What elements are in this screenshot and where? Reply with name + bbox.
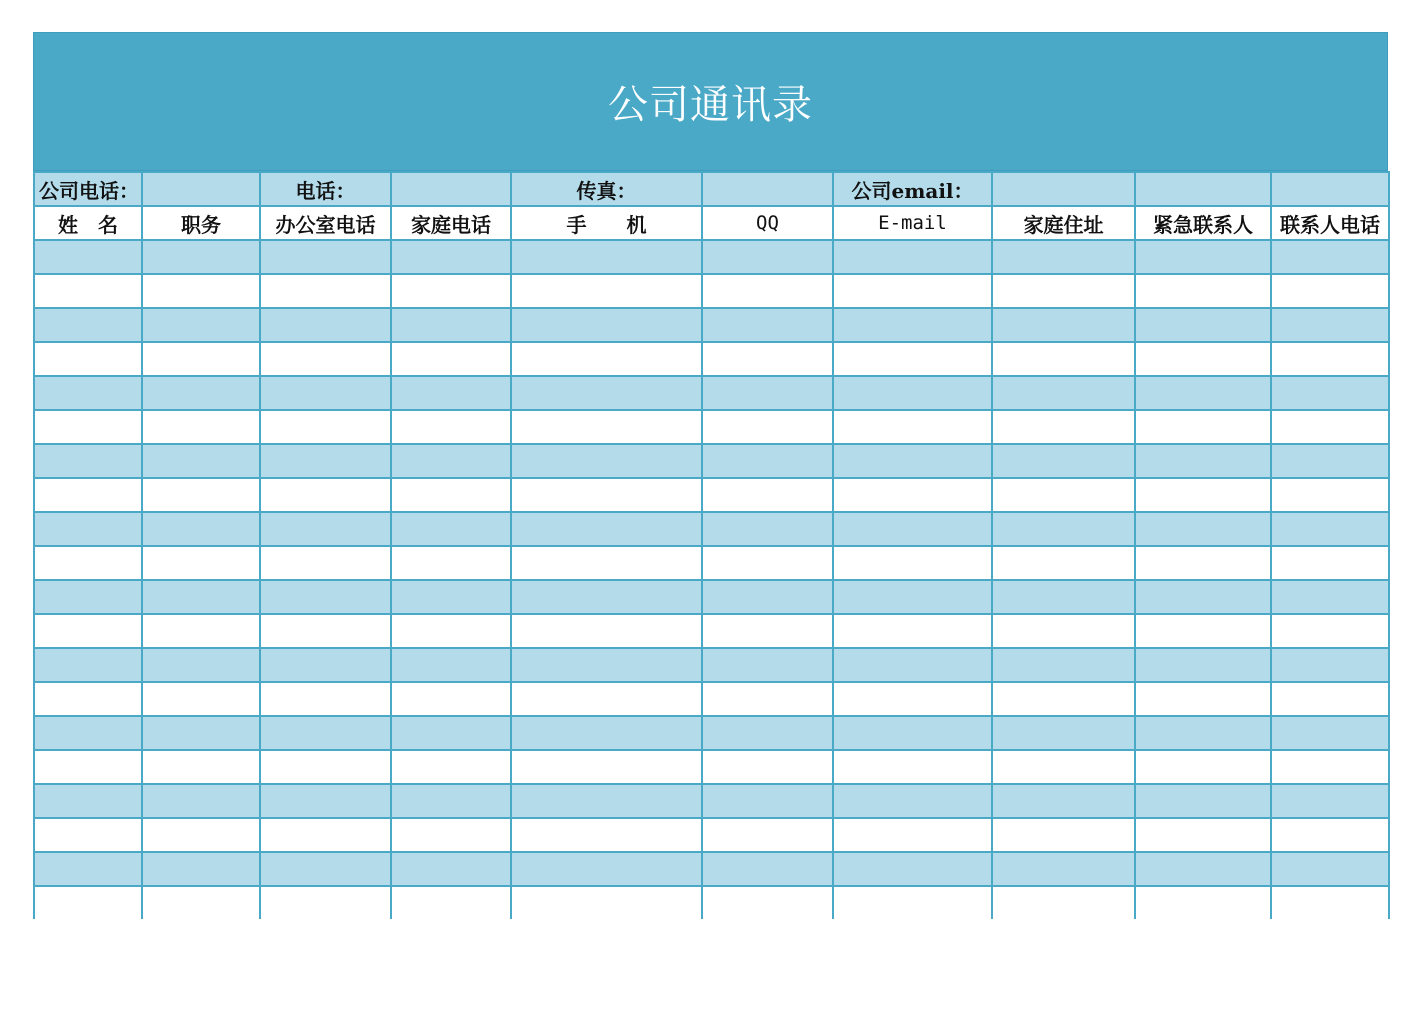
table-cell[interactable] (34, 308, 142, 342)
table-cell[interactable] (992, 648, 1135, 682)
table-cell[interactable] (511, 410, 702, 444)
table-cell[interactable] (833, 342, 992, 376)
table-cell[interactable] (1271, 308, 1389, 342)
column-header-position: 职务 (142, 206, 260, 240)
table-cell[interactable] (391, 784, 511, 818)
table-cell[interactable] (1271, 342, 1389, 376)
table-cell[interactable] (702, 648, 833, 682)
table-cell[interactable] (511, 682, 702, 716)
table-cell[interactable] (34, 818, 142, 852)
table-row (34, 852, 1389, 886)
table-cell[interactable] (391, 308, 511, 342)
table-cell[interactable] (833, 886, 992, 919)
table-cell[interactable] (260, 240, 391, 274)
company-info-row (34, 172, 1389, 206)
table-cell[interactable] (142, 682, 260, 716)
table-cell[interactable] (511, 342, 702, 376)
table-cell[interactable] (833, 750, 992, 784)
table-cell[interactable] (992, 478, 1135, 512)
table-cell[interactable] (702, 478, 833, 512)
phone-label: 电话： (260, 172, 391, 206)
fax-label: 传真： (511, 172, 702, 206)
title-band (33, 32, 1388, 171)
table-cell[interactable] (833, 478, 992, 512)
table-cell[interactable] (702, 750, 833, 784)
table-cell[interactable] (1271, 376, 1389, 410)
table-cell[interactable] (992, 240, 1135, 274)
table-cell[interactable] (1135, 240, 1271, 274)
company-phone-label: 公司电话： (34, 172, 142, 206)
table-cell[interactable] (992, 308, 1135, 342)
fax-value[interactable] (702, 172, 833, 206)
page-title: 公司通讯录 (608, 82, 813, 128)
company-email-value[interactable] (992, 172, 1135, 206)
table-cell[interactable] (511, 546, 702, 580)
table-row (34, 240, 1389, 274)
table-cell[interactable] (833, 818, 992, 852)
table-cell[interactable] (833, 614, 992, 648)
table-cell[interactable] (1135, 648, 1271, 682)
table-cell[interactable] (1271, 750, 1389, 784)
table-row (34, 376, 1389, 410)
table-cell[interactable] (992, 852, 1135, 886)
table-cell[interactable] (992, 444, 1135, 478)
table-cell[interactable] (1135, 716, 1271, 750)
table-cell[interactable] (1271, 240, 1389, 274)
table-row (34, 342, 1389, 376)
table-cell[interactable] (833, 682, 992, 716)
table-cell[interactable] (1135, 512, 1271, 546)
table-cell[interactable] (511, 852, 702, 886)
table-cell[interactable] (391, 342, 511, 376)
table-cell[interactable] (142, 546, 260, 580)
table-cell[interactable] (34, 886, 142, 919)
column-header-mobile: 手 机 (511, 206, 702, 240)
column-header-home-phone: 家庭电话 (391, 206, 511, 240)
table-cell[interactable] (1271, 478, 1389, 512)
table-cell[interactable] (702, 342, 833, 376)
table-cell[interactable] (833, 716, 992, 750)
table-cell[interactable] (511, 444, 702, 478)
table-cell[interactable] (142, 784, 260, 818)
table-cell[interactable] (511, 308, 702, 342)
table-cell[interactable] (34, 376, 142, 410)
table-cell[interactable] (511, 580, 702, 614)
table-cell[interactable] (142, 716, 260, 750)
table-cell[interactable] (1135, 274, 1271, 308)
table-cell[interactable] (1271, 886, 1389, 919)
table-cell[interactable] (1135, 546, 1271, 580)
table-cell[interactable] (833, 376, 992, 410)
table-cell[interactable] (142, 852, 260, 886)
table-cell[interactable] (992, 614, 1135, 648)
table-cell[interactable] (992, 546, 1135, 580)
table-cell[interactable] (260, 682, 391, 716)
table-cell[interactable] (142, 410, 260, 444)
table-cell[interactable] (1271, 274, 1389, 308)
table-cell[interactable] (34, 274, 142, 308)
table-cell[interactable] (1271, 784, 1389, 818)
table-row (34, 886, 1389, 919)
contact-table (33, 171, 1390, 919)
table-cell[interactable] (1271, 614, 1389, 648)
table-cell[interactable] (1135, 886, 1271, 919)
table-row (34, 614, 1389, 648)
table-cell[interactable] (1135, 750, 1271, 784)
table-cell[interactable] (833, 852, 992, 886)
table-cell[interactable] (511, 784, 702, 818)
column-header-emergency-contact: 紧急联系人 (1135, 206, 1271, 240)
table-cell[interactable] (34, 614, 142, 648)
table-cell[interactable] (34, 240, 142, 274)
table-cell[interactable] (260, 818, 391, 852)
table-cell[interactable] (1135, 308, 1271, 342)
table-cell[interactable] (34, 648, 142, 682)
table-cell[interactable] (142, 580, 260, 614)
table-cell[interactable] (1135, 410, 1271, 444)
table-cell[interactable] (391, 546, 511, 580)
table-row (34, 444, 1389, 478)
table-cell[interactable] (833, 546, 992, 580)
table-cell[interactable] (142, 308, 260, 342)
table-cell[interactable] (391, 478, 511, 512)
table-cell[interactable] (702, 444, 833, 478)
table-cell[interactable] (260, 478, 391, 512)
table-row (34, 580, 1389, 614)
table-cell[interactable] (833, 648, 992, 682)
table-cell[interactable] (702, 716, 833, 750)
table-row (34, 308, 1389, 342)
table-cell[interactable] (260, 580, 391, 614)
table-cell[interactable] (511, 478, 702, 512)
table-cell[interactable] (992, 784, 1135, 818)
table-row (34, 750, 1389, 784)
table-cell[interactable] (1271, 716, 1389, 750)
table-cell[interactable] (391, 648, 511, 682)
table-row (34, 648, 1389, 682)
table-cell[interactable] (260, 444, 391, 478)
column-header-name: 姓 名 (34, 206, 142, 240)
table-row (34, 682, 1389, 716)
table-cell[interactable] (1271, 546, 1389, 580)
table-cell[interactable] (34, 546, 142, 580)
table-cell[interactable] (992, 580, 1135, 614)
table-cell[interactable] (391, 818, 511, 852)
column-header-contact-phone: 联系人电话 (1271, 206, 1389, 240)
table-cell[interactable] (1271, 580, 1389, 614)
table-cell[interactable] (702, 512, 833, 546)
table-cell[interactable] (511, 648, 702, 682)
table-cell[interactable] (1135, 784, 1271, 818)
table-cell[interactable] (260, 614, 391, 648)
company-email-label: 公司email： (833, 172, 992, 206)
table-cell[interactable] (511, 750, 702, 784)
table-cell[interactable] (391, 580, 511, 614)
table-cell[interactable] (833, 308, 992, 342)
table-cell[interactable] (702, 784, 833, 818)
table-cell[interactable] (511, 716, 702, 750)
table-cell[interactable] (511, 886, 702, 919)
table-cell[interactable] (260, 716, 391, 750)
table-cell[interactable] (142, 444, 260, 478)
table-cell[interactable] (34, 478, 142, 512)
table-cell[interactable] (992, 376, 1135, 410)
table-cell[interactable] (260, 342, 391, 376)
table-cell[interactable] (34, 580, 142, 614)
table-row (34, 546, 1389, 580)
table-cell[interactable] (142, 342, 260, 376)
table-cell[interactable] (702, 410, 833, 444)
table-row (34, 784, 1389, 818)
table-cell[interactable] (1135, 342, 1271, 376)
table-cell[interactable] (702, 546, 833, 580)
table-cell[interactable] (702, 818, 833, 852)
table-cell[interactable] (391, 444, 511, 478)
table-cell[interactable] (260, 852, 391, 886)
table-cell[interactable] (34, 750, 142, 784)
table-cell[interactable] (702, 308, 833, 342)
table-cell[interactable] (391, 682, 511, 716)
table-cell[interactable] (511, 614, 702, 648)
table-cell[interactable] (992, 886, 1135, 919)
table-cell[interactable] (391, 274, 511, 308)
table-cell[interactable] (34, 444, 142, 478)
table-cell[interactable] (391, 240, 511, 274)
table-cell[interactable] (992, 274, 1135, 308)
table-cell[interactable] (833, 784, 992, 818)
table-cell[interactable] (1271, 682, 1389, 716)
table-row (34, 410, 1389, 444)
table-cell[interactable] (1271, 818, 1389, 852)
table-cell[interactable] (391, 852, 511, 886)
table-cell[interactable] (1135, 376, 1271, 410)
table-cell[interactable] (511, 512, 702, 546)
table-cell[interactable] (702, 376, 833, 410)
company-info-cell[interactable] (1271, 172, 1389, 206)
table-cell[interactable] (992, 716, 1135, 750)
table-cell[interactable] (142, 512, 260, 546)
table-cell[interactable] (260, 308, 391, 342)
table-cell[interactable] (702, 852, 833, 886)
table-cell[interactable] (702, 240, 833, 274)
table-cell[interactable] (34, 784, 142, 818)
table-cell[interactable] (260, 784, 391, 818)
table-cell[interactable] (260, 546, 391, 580)
table-cell[interactable] (1135, 682, 1271, 716)
table-cell[interactable] (833, 410, 992, 444)
table-cell[interactable] (1271, 512, 1389, 546)
table-cell[interactable] (992, 342, 1135, 376)
table-cell[interactable] (260, 512, 391, 546)
table-cell[interactable] (1271, 444, 1389, 478)
table-cell[interactable] (260, 750, 391, 784)
table-cell[interactable] (142, 750, 260, 784)
table-cell[interactable] (1135, 818, 1271, 852)
table-cell[interactable] (34, 410, 142, 444)
table-cell[interactable] (142, 818, 260, 852)
table-cell[interactable] (1135, 852, 1271, 886)
table-cell[interactable] (992, 750, 1135, 784)
table-cell[interactable] (702, 682, 833, 716)
table-cell[interactable] (142, 648, 260, 682)
table-cell[interactable] (391, 886, 511, 919)
table-row (34, 716, 1389, 750)
table-cell[interactable] (1135, 614, 1271, 648)
table-cell[interactable] (833, 240, 992, 274)
company-phone-value[interactable] (142, 172, 260, 206)
table-cell[interactable] (142, 614, 260, 648)
table-cell[interactable] (142, 478, 260, 512)
table-cell[interactable] (391, 750, 511, 784)
table-cell[interactable] (511, 274, 702, 308)
table-row (34, 512, 1389, 546)
table-cell[interactable] (833, 512, 992, 546)
table-cell[interactable] (391, 512, 511, 546)
table-cell[interactable] (511, 376, 702, 410)
table-cell[interactable] (1135, 444, 1271, 478)
phone-value[interactable] (391, 172, 511, 206)
contact-sheet (33, 32, 1388, 919)
table-cell[interactable] (833, 274, 992, 308)
table-cell[interactable] (992, 818, 1135, 852)
column-header-office-phone: 办公室电话 (260, 206, 391, 240)
table-cell[interactable] (1135, 478, 1271, 512)
table-cell[interactable] (1271, 648, 1389, 682)
table-cell[interactable] (833, 444, 992, 478)
table-row (34, 818, 1389, 852)
table-cell[interactable] (142, 274, 260, 308)
table-cell[interactable] (142, 376, 260, 410)
table-cell[interactable] (260, 886, 391, 919)
table-cell[interactable] (391, 376, 511, 410)
table-cell[interactable] (702, 886, 833, 919)
table-cell[interactable] (702, 614, 833, 648)
table-cell[interactable] (34, 682, 142, 716)
table-cell[interactable] (1135, 580, 1271, 614)
table-cell[interactable] (702, 580, 833, 614)
table-cell[interactable] (34, 512, 142, 546)
table-cell[interactable] (142, 240, 260, 274)
column-header-email: E-mail (833, 206, 992, 240)
column-header-home-address: 家庭住址 (992, 206, 1135, 240)
table-cell[interactable] (992, 410, 1135, 444)
company-info-cell[interactable] (1135, 172, 1271, 206)
table-cell[interactable] (34, 342, 142, 376)
table-row (34, 478, 1389, 512)
column-header-row (34, 206, 1389, 240)
table-cell[interactable] (260, 274, 391, 308)
table-cell[interactable] (1271, 410, 1389, 444)
table-cell[interactable] (992, 512, 1135, 546)
table-cell[interactable] (34, 852, 142, 886)
table-cell[interactable] (260, 648, 391, 682)
table-cell[interactable] (260, 376, 391, 410)
table-row (34, 274, 1389, 308)
table-cell[interactable] (391, 410, 511, 444)
table-cell[interactable] (391, 614, 511, 648)
table-cell[interactable] (702, 274, 833, 308)
column-header-qq: QQ (702, 206, 833, 240)
table-cell[interactable] (1271, 852, 1389, 886)
table-cell[interactable] (511, 240, 702, 274)
table-cell[interactable] (142, 886, 260, 919)
table-cell[interactable] (833, 580, 992, 614)
table-cell[interactable] (511, 818, 702, 852)
table-cell[interactable] (992, 682, 1135, 716)
table-cell[interactable] (34, 716, 142, 750)
table-cell[interactable] (391, 716, 511, 750)
table-cell[interactable] (260, 410, 391, 444)
